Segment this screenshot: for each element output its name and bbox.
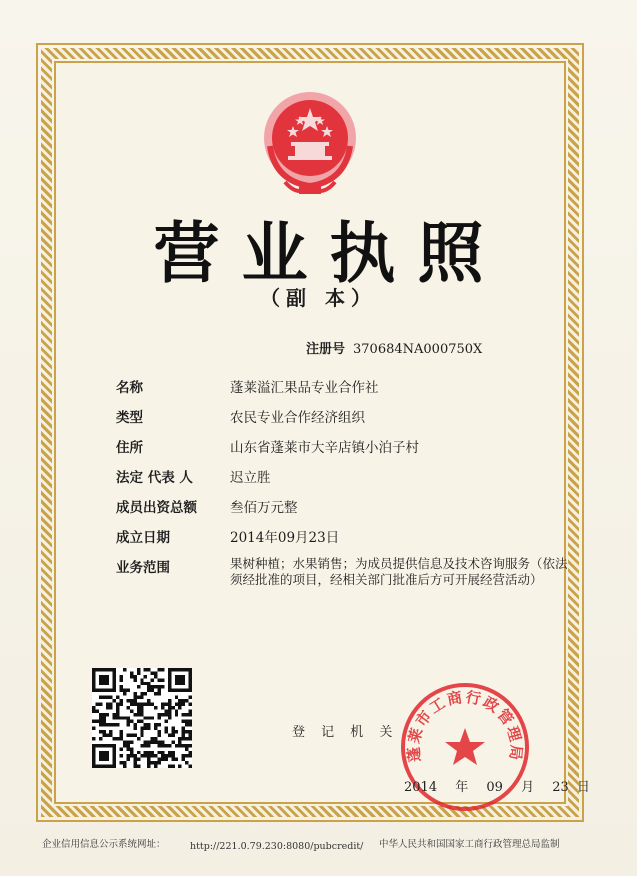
document-title: 营业执照 xyxy=(153,214,506,292)
issue-month-label: 月 xyxy=(521,780,535,795)
registration-value: 370684NA000750X xyxy=(353,342,483,357)
field-value: 蓬莱溢汇果品专业合作社 xyxy=(230,380,379,396)
field-label: 成员出资总额 xyxy=(116,500,197,516)
issue-year: 2014 xyxy=(404,780,438,795)
issue-year-label: 年 xyxy=(455,780,469,795)
issue-day: 23 xyxy=(552,780,569,795)
field-label: 业务范围 xyxy=(116,560,170,576)
field-label: 住所 xyxy=(116,440,143,456)
field-value: 迟立胜 xyxy=(230,470,271,486)
field-value: 果树种植；水果销售；为成员提供信息及技术咨询服务（依法须经批准的项目，经相关部门批准后方可开展经营活动） xyxy=(230,556,568,587)
qr-code xyxy=(92,668,192,768)
issue-day-label: 日 xyxy=(576,780,590,795)
document-subtitle: （副 本） xyxy=(260,286,377,310)
registration-number xyxy=(306,338,482,357)
footer-supervisor: 中华人民共和国国家工商行政管理总局监制 xyxy=(379,839,560,850)
field-label: 成立日期 xyxy=(116,530,170,546)
issuing-authority-label: 登 记 机 关 xyxy=(292,725,399,740)
field-value: 叁佰万元整 xyxy=(230,500,298,516)
field-label: 法定 代表 人 xyxy=(116,470,193,486)
field-value: 2014年09月23日 xyxy=(230,530,340,546)
national-emblem-icon xyxy=(255,86,365,198)
footer-credit-site-label: 企业信用信息公示系统网址： xyxy=(42,839,166,850)
seal-text: 蓬莱市工商行政管理局 xyxy=(404,687,526,763)
registration-label: 注册号 xyxy=(306,342,346,357)
field-value: 农民专业合作经济组织 xyxy=(230,410,365,426)
field-label: 类型 xyxy=(116,410,143,426)
footer-credit-site-url: http://221.0.79.230:8080/pubcredit/ xyxy=(190,841,364,852)
field-value: 山东省蓬莱市大辛店镇小泊子村 xyxy=(230,440,419,456)
issue-date xyxy=(404,776,590,795)
field-label: 名称 xyxy=(116,380,143,396)
issue-month: 09 xyxy=(486,780,503,795)
